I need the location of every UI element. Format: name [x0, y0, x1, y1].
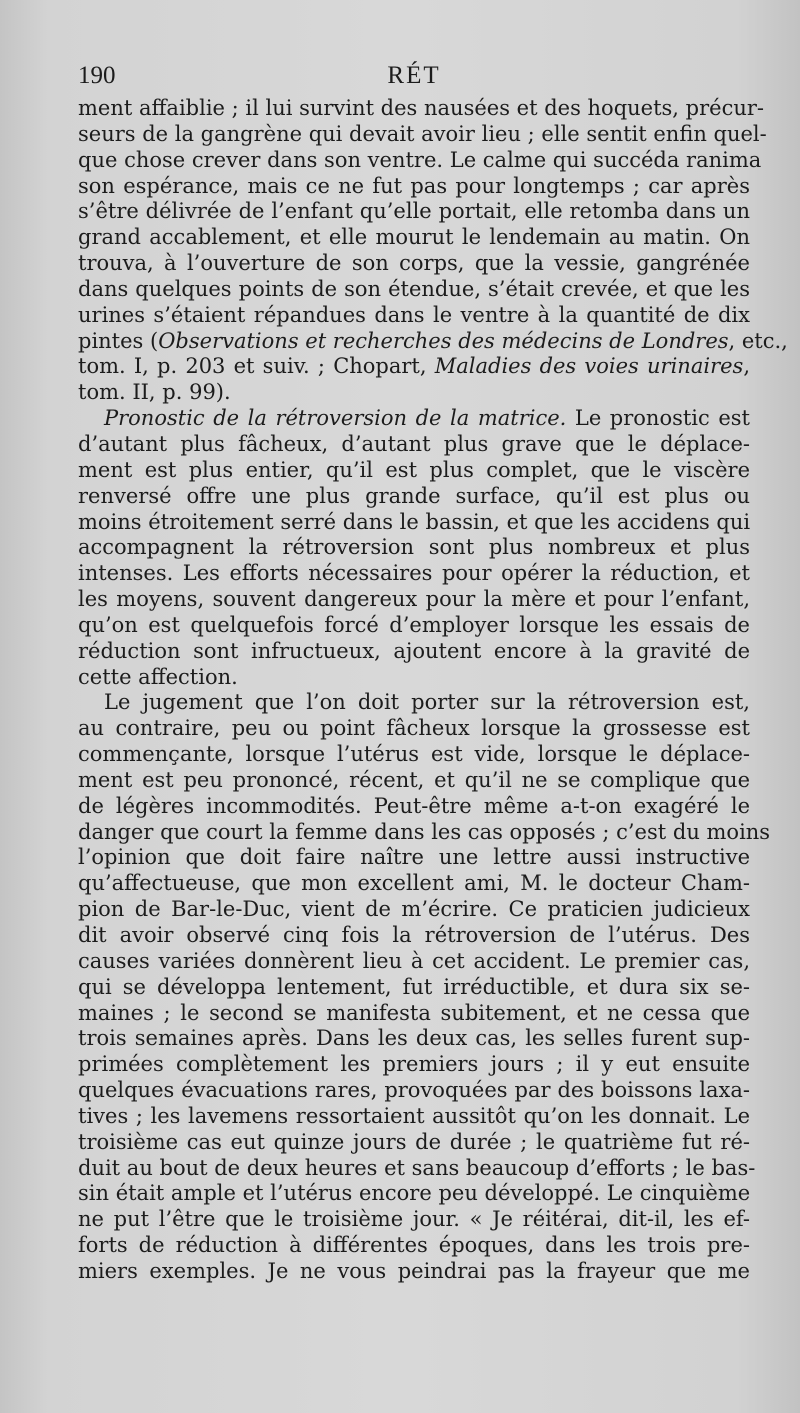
text-line: qui se développa lentement, fut irréductible, et dura six se- — [78, 974, 750, 999]
text-line: d’autant plus fâcheux, d’autant plus grave que le déplace- — [78, 431, 750, 456]
text-line: quelques évacuations rares, provoquées par des boissons laxa- — [78, 1078, 750, 1103]
text-line: tives ; les lavemens ressortaient aussitôt qu’on les donnait. Le — [78, 1103, 750, 1128]
text-line: tom. I, p. 203 et suiv. ; Chopart, Maladies des voies urinaires, — [78, 354, 750, 379]
text-line: intenses. Les efforts nécessaires pour opérer la réduction, et — [78, 561, 750, 586]
text-line: Le jugement que l’on doit porter sur la rétroversion est, — [104, 690, 750, 715]
text-line: tom. II, p. 99). — [78, 380, 231, 405]
text-line: les moyens, souvent dangereux pour la mère et pour l’enfant, — [78, 587, 750, 612]
text-line: dans quelques points de son étendue, s’était crevée, et que les — [78, 276, 750, 301]
text-line: accompagnent la rétroversion sont plus nombreux et plus — [78, 535, 750, 560]
text-line: Pronostic de la rétroversion de la matrice. Le pronostic est — [104, 406, 750, 431]
text-line: miers exemples. Je ne vous peindrai pas la frayeur que me — [78, 1258, 750, 1283]
text-line: commençante, lorsque l’utérus est vide, lorsque le déplace- — [78, 742, 750, 767]
text-line: qu’on est quelquefois forcé d’employer lorsque les essais de — [78, 612, 750, 637]
text-line: grand accablement, et elle mourut le lendemain au matin. On — [78, 225, 750, 250]
text-line: moins étroitement serré dans le bassin, et que les accidens qui — [78, 509, 751, 534]
text-line: ment est plus entier, qu’il est plus complet, que le viscère — [78, 457, 750, 482]
text-line: forts de réduction à différentes époques, dans les trois pre- — [78, 1233, 750, 1258]
text-line: cette affection. — [78, 664, 238, 689]
text-line: ne put l’être que le troisième jour. « Je réitérai, dit-il, les ef- — [78, 1207, 750, 1232]
text-line: urines s’étaient répandues dans le ventre à la quantité de dix — [78, 302, 750, 327]
text-line: danger que court la femme dans les cas opposés ; c’est du moins — [78, 819, 771, 844]
text-line: son espérance, mais ce ne fut pas pour longtemps ; car après — [78, 173, 750, 198]
page-number: 190 — [78, 62, 116, 89]
body-text — [78, 96, 788, 1285]
text-line: réduction sont infructueux, ajoutent encore à la gravité de — [78, 638, 750, 663]
text-line: maines ; le second se manifesta subitement, et ne cessa que — [78, 1000, 750, 1025]
text-line: de légères incommodités. Peut-être même a-t-on exagéré le — [78, 793, 750, 818]
text-line: dit avoir observé cinq fois la rétroversion de l’utérus. Des — [78, 923, 750, 947]
text-line: pion de Bar-le-Duc, vient de m’écrire. Ce praticien judicieux — [78, 897, 750, 922]
text-line: seurs de la gangrène qui devait avoir lieu ; elle sentit enfin quel- — [78, 121, 767, 146]
text-line: causes variées donnèrent lieu à cet accident. Le premier cas, — [78, 948, 750, 973]
text-line: trois semaines après. Dans les deux cas, les selles furent sup- — [78, 1026, 750, 1051]
text-line: ment est peu prononcé, récent, et qu’il ne se complique que — [78, 767, 750, 792]
text-line: l’opinion que doit faire naître une lettre aussi instructive — [78, 845, 750, 870]
text-line: sin était ample et l’utérus encore peu développé. Le cinquième — [78, 1181, 751, 1206]
text-line: duit au bout de deux heures et sans beaucoup d’efforts ; le bas- — [78, 1155, 756, 1180]
running-head: RÉT — [387, 62, 441, 89]
text-line: au contraire, peu ou point fâcheux lorsque la grossesse est — [78, 716, 750, 741]
text-line: trouva, à l’ouverture de son corps, que la vessie, gangrénée — [78, 251, 750, 276]
page-header — [78, 62, 750, 94]
text-line: pintes (Observations et recherches des médecins de Londres, etc., — [78, 328, 788, 353]
text-line: renversé offre une plus grande surface, qu’il est plus ou — [78, 483, 750, 508]
text-line: ment affaiblie ; il lui survint des nausées et des hoquets, précur- — [78, 96, 764, 120]
text-line: troisième cas eut quinze jours de durée ; le quatrième fut ré- — [78, 1129, 750, 1154]
text-line: primées complètement les premiers jours ; il y eut ensuite — [78, 1052, 750, 1077]
text-line: s’être délivrée de l’enfant qu’elle portait, elle retomba dans un — [78, 199, 750, 224]
text-line: qu’affectueuse, que mon excellent ami, M. le docteur Cham- — [78, 871, 750, 896]
text-line: que chose crever dans son ventre. Le calme qui succéda ranima — [78, 147, 762, 172]
